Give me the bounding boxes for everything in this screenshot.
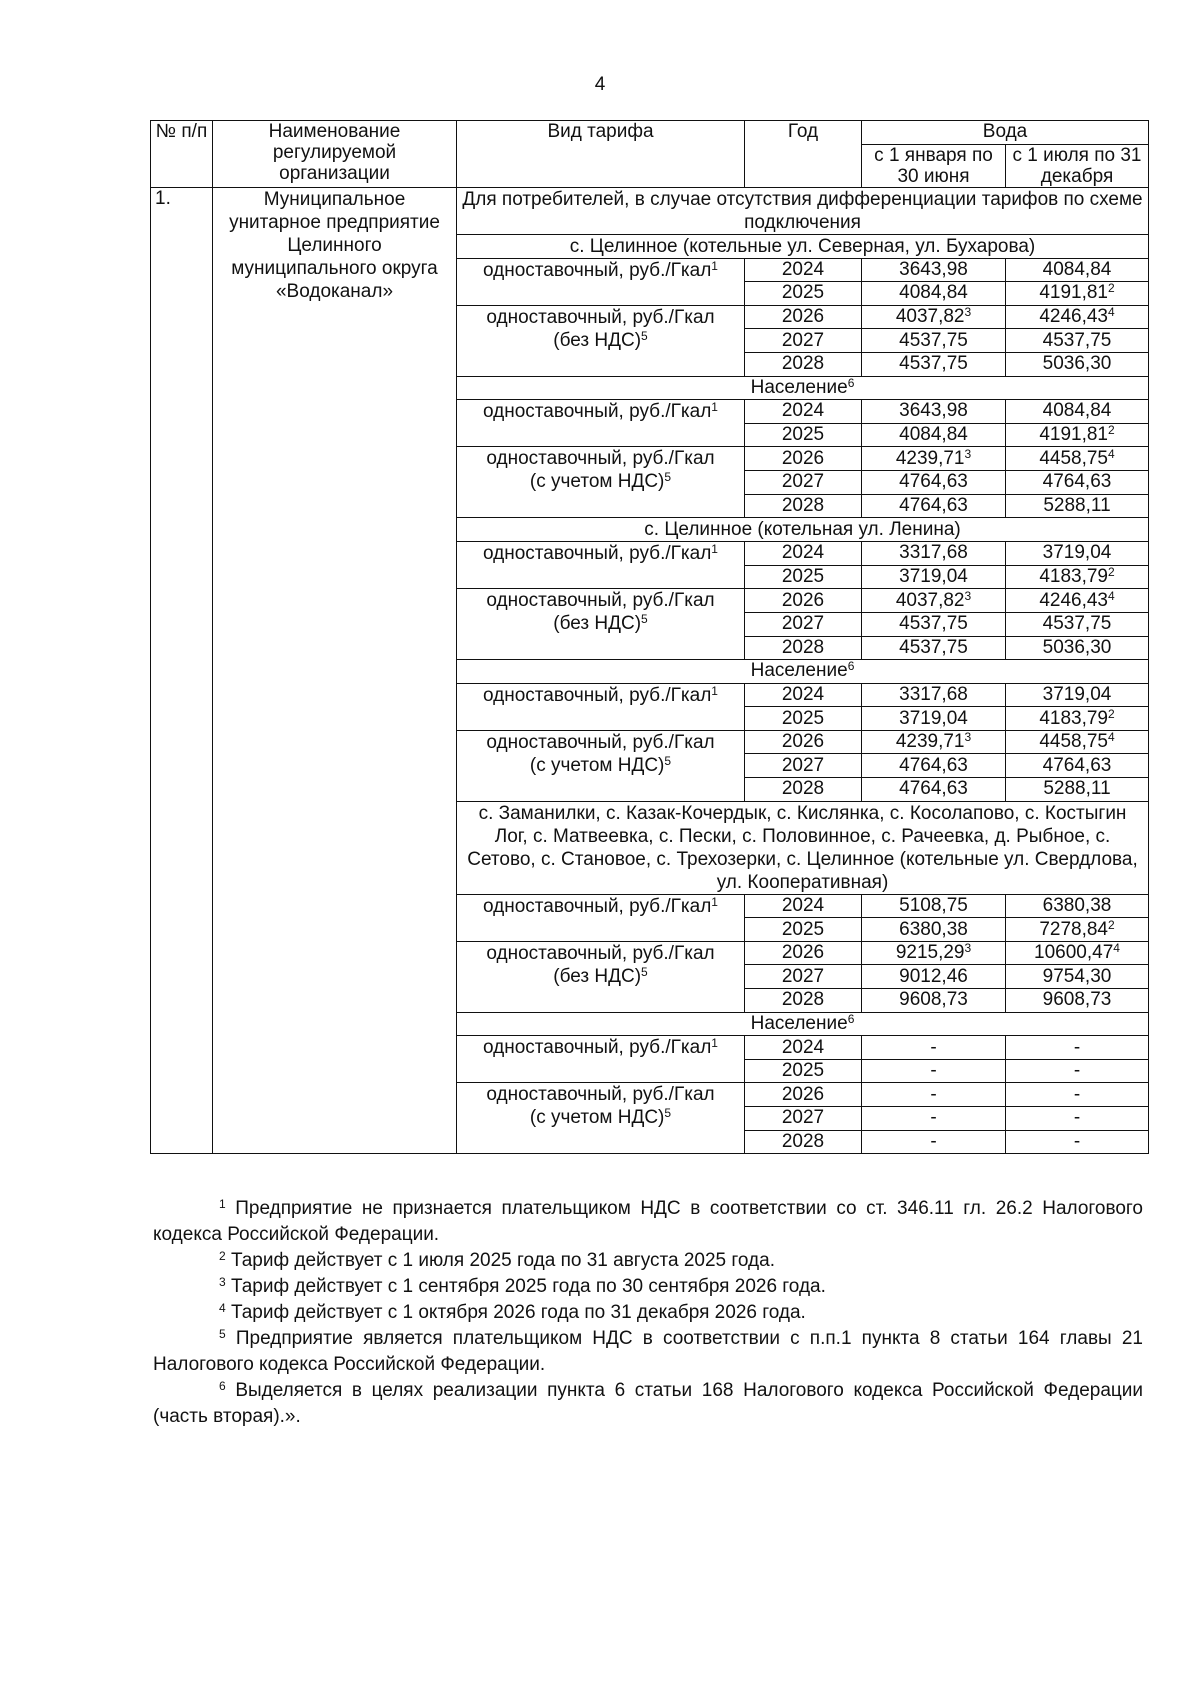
footnote-ref: 2 — [1108, 917, 1115, 932]
tariff-kind-vat: (без НДС) — [553, 329, 642, 351]
value-cell — [862, 778, 1006, 802]
footnote-label: 5 — [219, 1327, 226, 1341]
year-cell: 2028 — [745, 636, 862, 660]
value-text: 10600,47 — [1034, 942, 1114, 964]
value-cell — [862, 352, 1006, 376]
value-cell — [862, 494, 1006, 518]
value-text: 4246,43 — [1039, 306, 1108, 328]
tariff-kind — [457, 305, 745, 376]
value-text: 9754,30 — [1042, 965, 1112, 987]
value-cell — [862, 754, 1006, 778]
value-text: 3719,04 — [899, 566, 968, 588]
footnote-text: Тариф действует с 1 июля 2025 года по 31 августа 2025 года. — [230, 1250, 775, 1271]
year-cell: 2025 — [745, 565, 862, 589]
value-text: 4764,63 — [899, 494, 968, 516]
value-cell — [1006, 730, 1149, 754]
tariff-kind — [457, 589, 745, 660]
value-text: 5036,30 — [1042, 636, 1112, 658]
value-cell — [862, 423, 1006, 447]
table-row — [151, 187, 1149, 234]
value-text: 3643,98 — [899, 258, 968, 280]
value-text: 4537,75 — [899, 329, 968, 351]
value-text: 4537,75 — [1042, 613, 1112, 635]
value-text: 4246,43 — [1039, 589, 1108, 611]
value-text: 4084,84 — [1042, 258, 1112, 280]
value-text: 9608,73 — [1042, 989, 1112, 1011]
tariff-kind-label: одноставочный, руб./Гкал — [483, 1037, 712, 1059]
tariff-kind-vat: (с учетом НДС) — [529, 754, 665, 776]
value-text: 5036,30 — [1042, 353, 1112, 375]
footnote-ref: 5 — [664, 470, 672, 485]
tariff-kind-vat: (без НДС) — [553, 965, 642, 987]
year-cell: 2027 — [745, 754, 862, 778]
footnotes — [153, 1196, 1143, 1430]
value-cell — [1006, 707, 1149, 731]
footnote-ref: 2 — [1108, 423, 1115, 438]
footnote-ref: 4 — [1108, 305, 1115, 320]
year-cell: 2028 — [745, 1130, 862, 1154]
value-cell — [862, 400, 1006, 424]
value-cell — [1006, 1130, 1149, 1154]
value-text: 3317,68 — [899, 683, 968, 705]
footnote-ref: 4 — [1108, 446, 1115, 461]
value-cell — [1006, 329, 1149, 353]
location-name: с. Целинное (котельная ул. Ленина) — [457, 518, 1149, 542]
value-text: 4764,63 — [1042, 754, 1112, 776]
footnote — [153, 1196, 1143, 1248]
footnote-ref: 3 — [964, 588, 972, 603]
tariff-kind — [457, 1083, 745, 1154]
footnote-label: 1 — [219, 1197, 226, 1211]
year-cell: 2024 — [745, 542, 862, 566]
value-text: 3643,98 — [899, 400, 968, 422]
footnote — [153, 1300, 1143, 1326]
year-cell: 2028 — [745, 989, 862, 1013]
population-text: Население — [750, 660, 848, 682]
value-cell — [862, 1036, 1006, 1060]
value-cell — [862, 589, 1006, 613]
tariff-table — [150, 120, 1149, 1154]
value-cell — [1006, 683, 1149, 707]
value-text: 4084,84 — [899, 424, 968, 446]
tariff-kind — [457, 683, 745, 730]
value-cell — [862, 1107, 1006, 1131]
year-cell: 2024 — [745, 683, 862, 707]
value-cell — [862, 1130, 1006, 1154]
value-text: 3719,04 — [899, 707, 968, 729]
value-cell — [1006, 305, 1149, 329]
value-cell — [862, 258, 1006, 282]
year-cell: 2028 — [745, 494, 862, 518]
section-title: Для потребителей, в случае отсутствия дифференциации тарифов по схеме подключения — [457, 187, 1149, 234]
value-text: 4084,84 — [899, 282, 968, 304]
value-cell — [1006, 1059, 1149, 1083]
header-org: Наименование регулируемой организации — [213, 121, 457, 188]
footnote-ref: 3 — [964, 730, 972, 745]
value-cell — [1006, 941, 1149, 965]
year-cell: 2025 — [745, 1059, 862, 1083]
value-text: 4537,75 — [1042, 329, 1112, 351]
tariff-kind — [457, 258, 745, 305]
value-text: 4458,75 — [1039, 731, 1108, 753]
value-text: 7278,84 — [1039, 918, 1108, 940]
year-cell: 2026 — [745, 730, 862, 754]
value-cell — [862, 989, 1006, 1013]
footnote-ref: 2 — [1108, 706, 1115, 721]
year-cell: 2026 — [745, 305, 862, 329]
population-text: Население — [750, 376, 848, 398]
year-cell: 2025 — [745, 707, 862, 731]
value-text: 4191,81 — [1039, 424, 1108, 446]
location-name: с. Заманилки, с. Казак-Кочердык, с. Кислянка, с. Косолапово, с. Костыгин Лог, с. Матвеевка, с. Пески, с. Половинное, с. Рачеевка, д. Рыбное, с. Сетово, с. Становое, с. Трехозерки, с. Целинное (котельные ул. Свердлова, ул. Кооперативная) — [457, 801, 1149, 894]
footnote-ref: 1 — [711, 894, 718, 909]
tariff-kind-label: одноставочный, руб./Гкал — [483, 543, 712, 565]
population-label — [457, 660, 1149, 684]
year-cell: 2027 — [745, 329, 862, 353]
value-cell — [862, 636, 1006, 660]
value-cell — [1006, 542, 1149, 566]
footnote-ref: 6 — [847, 375, 855, 390]
footnote-text: Предприятие не признается плательщиком НДС в соответствии со ст. 346.11 гл. 26.2 Налогового кодекса Российской Федерации. — [153, 1198, 1143, 1245]
value-text: 5288,11 — [1043, 494, 1111, 516]
year-cell: 2027 — [745, 470, 862, 494]
footnote-ref: 4 — [1113, 941, 1120, 956]
year-cell: 2024 — [745, 1036, 862, 1060]
footnote — [153, 1378, 1143, 1430]
value-text: 4239,71 — [895, 447, 965, 469]
value-text: 4537,75 — [899, 353, 968, 375]
year-cell: 2025 — [745, 282, 862, 306]
value-text: 4191,81 — [1039, 282, 1108, 304]
value-text: 5108,75 — [899, 894, 968, 916]
footnote-ref: 1 — [711, 683, 718, 698]
footnote-label: 4 — [219, 1301, 226, 1315]
org-name: Муниципальное унитарное предприятие Целинного муниципального округа «Водоканал» — [213, 187, 457, 1154]
value-text: 4764,63 — [899, 778, 968, 800]
footnote-text: Тариф действует с 1 октября 2026 года по 31 декабря 2026 года. — [230, 1302, 806, 1323]
header-water: Вода — [862, 121, 1149, 145]
value-cell — [1006, 447, 1149, 471]
value-text: 6380,38 — [1042, 894, 1112, 916]
footnote-ref: 6 — [847, 1011, 855, 1026]
tariff-kind-vat: (с учетом НДС) — [529, 1107, 665, 1129]
value-text: - — [1073, 1083, 1081, 1105]
tariff-kind-label: одноставочный, руб./Гкал — [486, 942, 715, 964]
value-text: 4537,75 — [899, 613, 968, 635]
value-cell — [862, 329, 1006, 353]
footnote — [153, 1274, 1143, 1300]
value-text: 4764,63 — [899, 754, 968, 776]
value-cell — [1006, 282, 1149, 306]
value-text: 4183,79 — [1039, 566, 1108, 588]
footnote-ref: 1 — [711, 542, 718, 557]
tariff-kind-label: одноставочный, руб./Гкал — [483, 684, 712, 706]
value-cell — [862, 282, 1006, 306]
value-text: - — [930, 1130, 937, 1152]
value-cell — [1006, 636, 1149, 660]
footnote-text: Предприятие является плательщиком НДС в соответствии с п.п.1 пункта 8 статьи 164 главы 21 Налогового кодекса Российской Федерации. — [153, 1328, 1143, 1375]
value-cell — [862, 894, 1006, 918]
value-cell — [862, 612, 1006, 636]
tariff-kind — [457, 941, 745, 1012]
footnote-ref: 5 — [641, 964, 648, 979]
value-text: - — [1073, 1107, 1081, 1129]
value-text: 4764,63 — [1042, 471, 1112, 493]
value-text: 3719,04 — [1042, 542, 1112, 564]
year-cell: 2025 — [745, 918, 862, 942]
tariff-kind — [457, 894, 745, 941]
header-kind: Вид тарифа — [457, 121, 745, 188]
header-period-1: с 1 января по 30 июня — [862, 144, 1006, 187]
population-text: Население — [750, 1012, 848, 1034]
value-text: - — [1073, 1060, 1081, 1082]
year-cell: 2028 — [745, 778, 862, 802]
tariff-kind-vat: (с учетом НДС) — [529, 471, 665, 493]
footnote-ref: 5 — [641, 328, 648, 343]
year-cell: 2026 — [745, 589, 862, 613]
value-cell — [862, 542, 1006, 566]
tariff-kind — [457, 400, 745, 447]
footnote-ref: 3 — [964, 446, 972, 461]
value-text: 9012,46 — [899, 965, 968, 987]
value-cell — [1006, 778, 1149, 802]
header-year: Год — [745, 121, 862, 188]
footnote — [153, 1326, 1143, 1378]
location-name: с. Целинное (котельные ул. Северная, ул. Бухарова) — [457, 234, 1149, 258]
value-cell — [1006, 1107, 1149, 1131]
value-text: - — [930, 1060, 937, 1082]
tariff-kind-label: одноставочный, руб./Гкал — [483, 259, 712, 281]
value-cell — [862, 447, 1006, 471]
value-cell — [862, 470, 1006, 494]
header-num: № п/п — [151, 121, 213, 188]
value-text: 4458,75 — [1039, 447, 1108, 469]
footnote — [153, 1248, 1143, 1274]
year-cell: 2026 — [745, 941, 862, 965]
value-text: 4037,82 — [895, 589, 965, 611]
year-cell: 2027 — [745, 612, 862, 636]
population-label — [457, 1012, 1149, 1036]
value-text: - — [1073, 1130, 1081, 1152]
value-text: 9608,73 — [899, 989, 968, 1011]
value-cell — [1006, 989, 1149, 1013]
year-cell: 2025 — [745, 423, 862, 447]
footnote-ref: 5 — [664, 753, 672, 768]
footnote-ref: 1 — [711, 1036, 718, 1051]
year-cell: 2027 — [745, 1107, 862, 1131]
header-period-2: с 1 июля по 31 декабря — [1006, 144, 1149, 187]
value-text: 4239,71 — [895, 731, 965, 753]
year-cell: 2027 — [745, 965, 862, 989]
value-text: 4537,75 — [899, 636, 968, 658]
footnote-ref: 4 — [1108, 588, 1115, 603]
tariff-kind-label: одноставочный, руб./Гкал — [483, 401, 712, 423]
value-text: 4183,79 — [1039, 707, 1108, 729]
tariff-kind — [457, 447, 745, 518]
org-number: 1. — [151, 187, 213, 1154]
footnote-label: 2 — [219, 1249, 226, 1263]
value-text: 4764,63 — [899, 471, 968, 493]
value-text: 6380,38 — [899, 918, 968, 940]
value-cell — [1006, 1036, 1149, 1060]
year-cell: 2024 — [745, 400, 862, 424]
value-cell — [1006, 352, 1149, 376]
value-cell — [1006, 894, 1149, 918]
page-number: 4 — [594, 74, 606, 95]
tariff-kind — [457, 542, 745, 589]
value-cell — [1006, 589, 1149, 613]
value-cell — [1006, 754, 1149, 778]
header-row — [151, 121, 1149, 145]
value-cell — [1006, 258, 1149, 282]
value-cell — [1006, 1083, 1149, 1107]
year-cell: 2024 — [745, 258, 862, 282]
value-text: 4037,82 — [895, 306, 965, 328]
tariff-kind — [457, 730, 745, 801]
value-cell — [1006, 918, 1149, 942]
year-cell: 2026 — [745, 447, 862, 471]
footnote-ref: 1 — [711, 258, 718, 273]
value-cell — [1006, 494, 1149, 518]
footnote-ref: 5 — [664, 1106, 672, 1121]
value-cell — [862, 683, 1006, 707]
tariff-kind-label: одноставочный, руб./Гкал — [486, 306, 715, 328]
population-label — [457, 376, 1149, 400]
value-cell — [862, 965, 1006, 989]
value-text: - — [1073, 1036, 1081, 1058]
year-cell: 2028 — [745, 352, 862, 376]
footnote-ref: 2 — [1108, 565, 1115, 580]
value-text: 3719,04 — [1042, 683, 1112, 705]
tariff-kind-vat: (без НДС) — [553, 613, 642, 635]
value-cell — [862, 1083, 1006, 1107]
value-text: 4084,84 — [1042, 400, 1112, 422]
value-cell — [1006, 423, 1149, 447]
footnote-label: 3 — [219, 1275, 226, 1289]
tariff-kind-label: одноставочный, руб./Гкал — [486, 1084, 715, 1106]
tariff-kind-label: одноставочный, руб./Гкал — [486, 590, 715, 612]
footnote-ref: 5 — [641, 612, 648, 627]
value-cell — [1006, 400, 1149, 424]
tariff-kind-label: одноставочный, руб./Гкал — [486, 448, 715, 470]
footnote-text: Выделяется в целях реализации пункта 6 статьи 168 Налогового кодекса Российской Федерации (часть вторая).». — [153, 1380, 1143, 1427]
value-text: 5288,11 — [1043, 778, 1111, 800]
tariff-kind — [457, 1036, 745, 1083]
value-cell — [1006, 470, 1149, 494]
value-text: 3317,68 — [899, 542, 968, 564]
value-cell — [1006, 965, 1149, 989]
footnote-ref: 1 — [711, 400, 718, 415]
footnote-ref: 3 — [964, 305, 972, 320]
value-cell — [862, 565, 1006, 589]
table-body — [151, 187, 1149, 1154]
year-cell: 2024 — [745, 894, 862, 918]
value-cell — [862, 918, 1006, 942]
value-text: - — [930, 1036, 937, 1058]
value-cell — [862, 707, 1006, 731]
value-cell — [1006, 565, 1149, 589]
footnote-ref: 4 — [1108, 730, 1115, 745]
value-text: - — [930, 1107, 937, 1129]
value-text: - — [930, 1083, 937, 1105]
value-cell — [862, 305, 1006, 329]
value-cell — [862, 941, 1006, 965]
value-text: 9215,29 — [895, 942, 965, 964]
value-cell — [862, 1059, 1006, 1083]
value-cell — [1006, 612, 1149, 636]
footnote-text: Тариф действует с 1 сентября 2025 года по 30 сентября 2026 года. — [230, 1276, 826, 1297]
year-cell: 2026 — [745, 1083, 862, 1107]
footnote-ref: 2 — [1108, 281, 1115, 296]
footnote-label: 6 — [219, 1379, 226, 1393]
value-cell — [862, 730, 1006, 754]
footnote-ref: 6 — [847, 659, 855, 674]
tariff-kind-label: одноставочный, руб./Гкал — [486, 731, 715, 753]
tariff-kind-label: одноставочный, руб./Гкал — [483, 895, 712, 917]
footnote-ref: 3 — [964, 941, 972, 956]
